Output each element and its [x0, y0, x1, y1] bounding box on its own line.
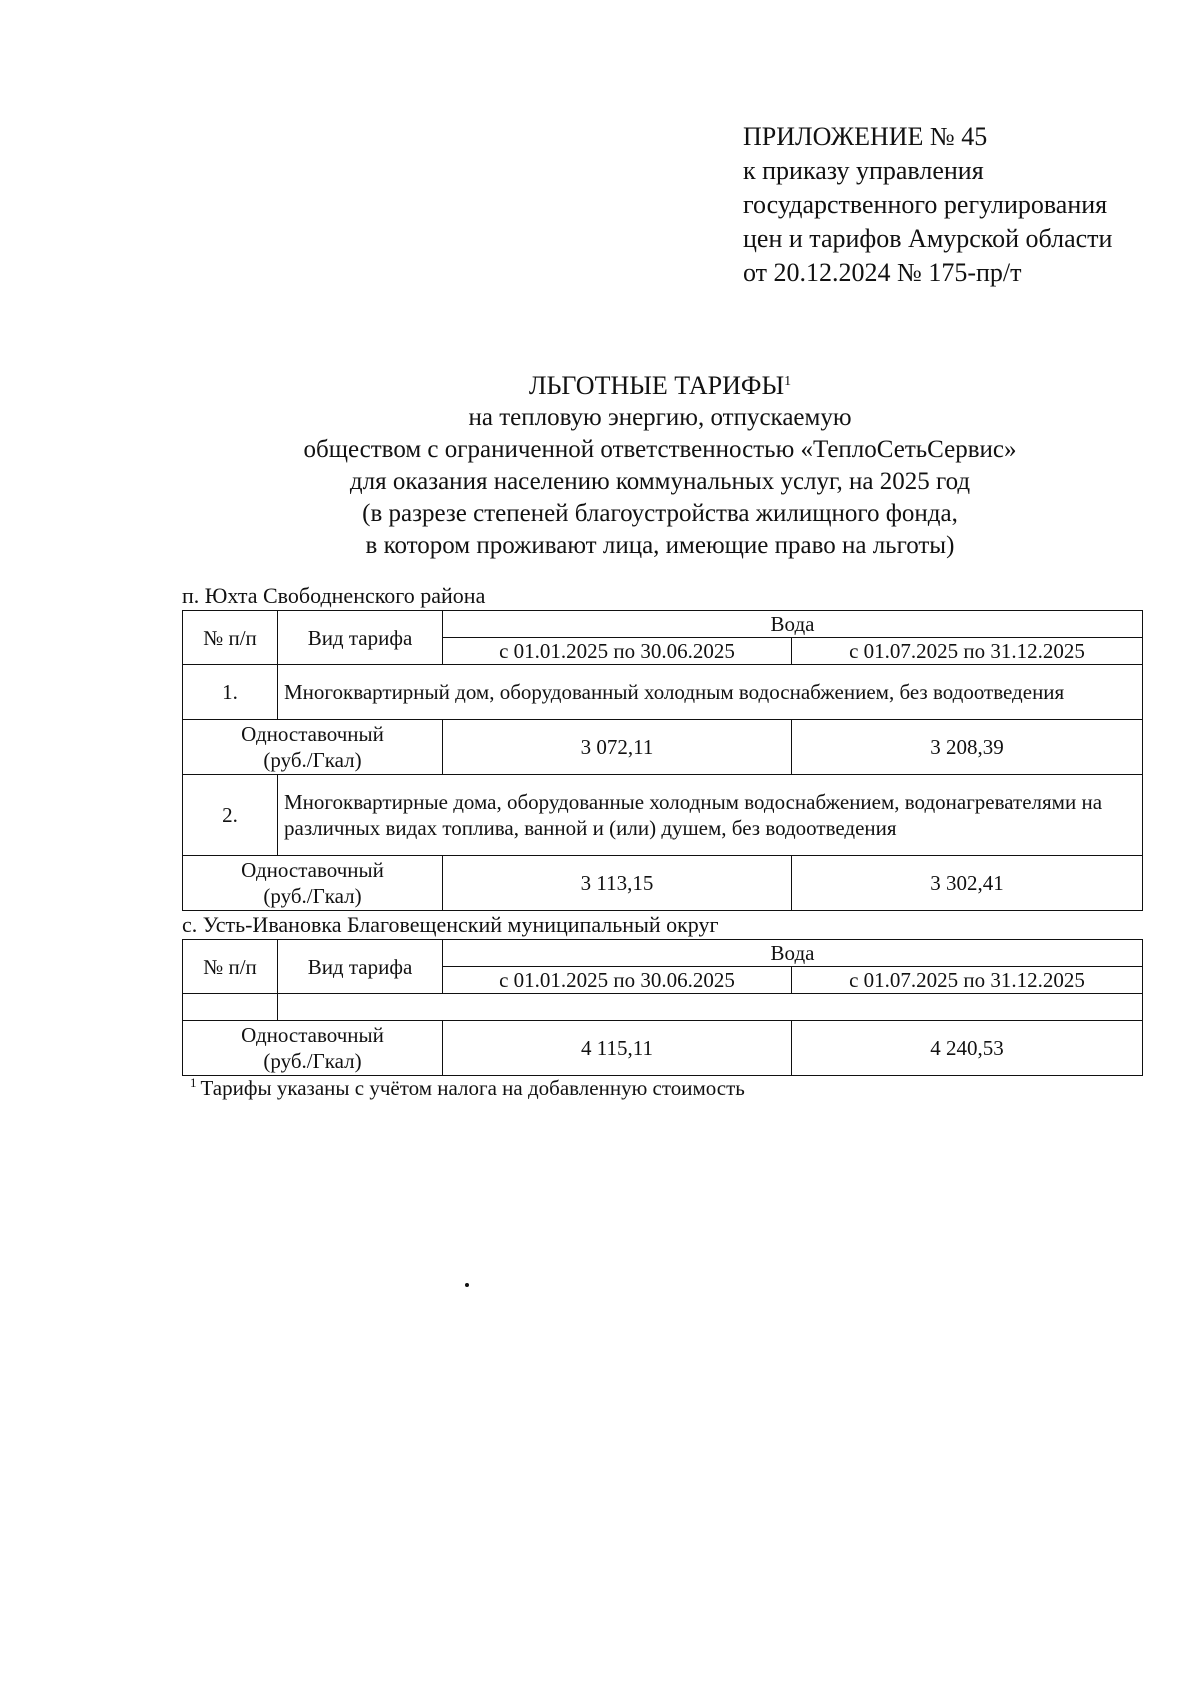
- header-type: Вид тарифа: [278, 940, 443, 994]
- row-number: 2.: [183, 775, 278, 856]
- tariff-value-period-2: 3 208,39: [792, 720, 1143, 775]
- title-line: на тепловую энергию, отпускаемую: [468, 404, 852, 431]
- header-period-2: с 01.07.2025 по 31.12.2025: [792, 967, 1143, 994]
- header-num: № п/п: [183, 940, 278, 994]
- header-period-2: с 01.07.2025 по 31.12.2025: [792, 638, 1143, 665]
- title-heading-text: ЛЬГОТНЫЕ ТАРИФЫ: [528, 371, 785, 400]
- row-number: 1.: [183, 665, 278, 720]
- title-line: (в разрезе степеней благоустройства жилищного фонда,: [362, 500, 958, 527]
- section-place-2: с. Усть-Ивановка Благовещенский муниципальный округ: [182, 912, 719, 937]
- tariff-value-period-1: 3 072,11: [443, 720, 792, 775]
- appendix-line: цен и тарифов Амурской области: [743, 224, 1113, 253]
- tariff-value-period-2: 3 302,41: [792, 856, 1143, 911]
- scan-dot: [465, 1283, 469, 1287]
- document-title: [180, 370, 1140, 562]
- tariff-label: [183, 720, 443, 775]
- row-description: Многоквартирные дома, оборудованные холодным водоснабжением, водонагревателями на различных видах топлива, ванной и (или) душем, без водоотведения: [278, 775, 1143, 856]
- tariff-label: [183, 856, 443, 911]
- title-heading: [180, 370, 1140, 402]
- footnote-mark: 1: [784, 374, 792, 389]
- tariff-label: [183, 1021, 443, 1076]
- header-group: Вода: [443, 940, 1143, 967]
- tariff-label-unit: (руб./Гкал): [263, 1049, 362, 1073]
- footnote-mark: 1: [190, 1075, 197, 1090]
- appendix-header: [743, 120, 1183, 290]
- tariff-label-type: Одноставочный: [241, 722, 384, 746]
- header-group: Вода: [443, 611, 1143, 638]
- tariff-value-period-1: 3 113,15: [443, 856, 792, 911]
- footnote-text: Тарифы указаны с учётом налога на добавленную стоимость: [200, 1076, 745, 1100]
- tariff-value-period-1: 4 115,11: [443, 1021, 792, 1076]
- header-num: № п/п: [183, 611, 278, 665]
- section-place-1: п. Юхта Свободненского района: [182, 583, 486, 608]
- title-line: обществом с ограниченной ответственностью «ТеплоСетьСервис»: [303, 436, 1017, 463]
- row-number: [183, 994, 278, 1021]
- row-description: [278, 994, 1143, 1021]
- tariff-table-1: [182, 610, 1143, 911]
- tariff-label-unit: (руб./Гкал): [263, 748, 362, 772]
- appendix-line: к приказу управления: [743, 156, 984, 185]
- header-type: Вид тарифа: [278, 611, 443, 665]
- appendix-date: от 20.12.2024 № 175-пр/т: [743, 258, 1022, 287]
- tariff-label-unit: (руб./Гкал): [263, 884, 362, 908]
- tariff-value-period-2: 4 240,53: [792, 1021, 1143, 1076]
- appendix-line: государственного регулирования: [743, 190, 1108, 219]
- header-period-1: с 01.01.2025 по 30.06.2025: [443, 967, 792, 994]
- tariff-table-2: [182, 939, 1143, 1076]
- title-line: в котором проживают лица, имеющие право на льготы): [365, 532, 955, 559]
- header-period-1: с 01.01.2025 по 30.06.2025: [443, 638, 792, 665]
- tariff-label-type: Одноставочный: [241, 1023, 384, 1047]
- footnote: [190, 1075, 745, 1101]
- tariff-label-type: Одноставочный: [241, 858, 384, 882]
- appendix-number: ПРИЛОЖЕНИЕ № 45: [743, 122, 988, 151]
- title-line: для оказания населению коммунальных услуг, на 2025 год: [349, 468, 971, 495]
- row-description: Многоквартирный дом, оборудованный холодным водоснабжением, без водоотведения: [278, 665, 1143, 720]
